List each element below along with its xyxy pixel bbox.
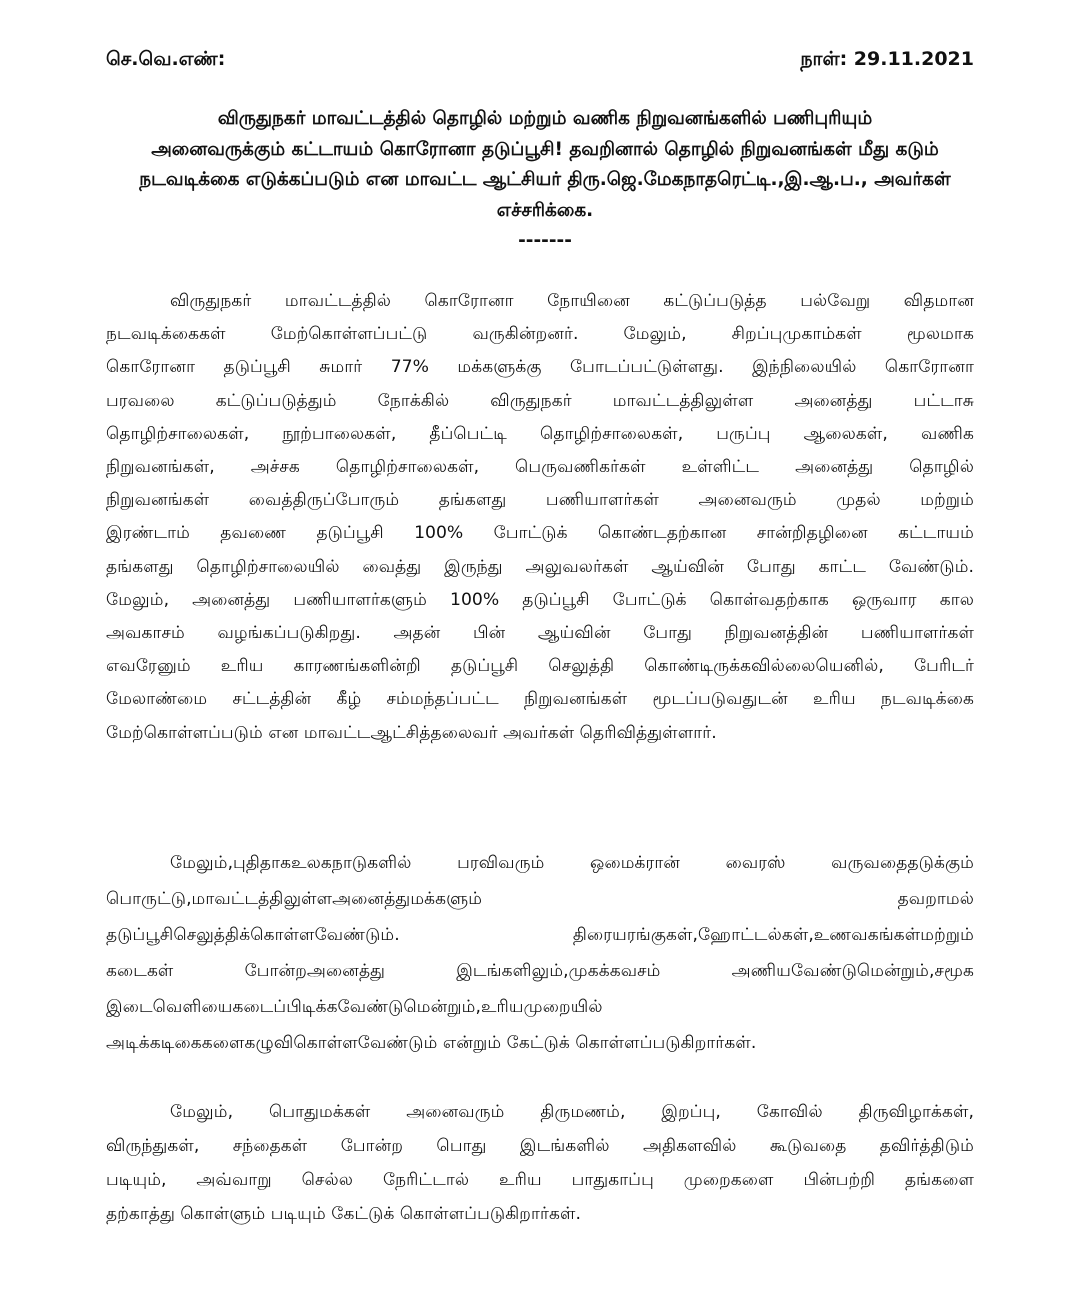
date-label: நாள்: 29.11.2021: [800, 48, 974, 70]
paragraph-line: படியும், அவ்வாறு செல்ல நேரிட்டால் உரிய பாதுகாப்பு முறைகளை பின்பற்றி தங்களை: [106, 1170, 974, 1190]
paragraph-line: பரவலை கட்டுப்படுத்தும் நோக்கில் விருதுநகர் மாவட்டத்திலுள்ள அனைத்து பட்டாசு: [106, 390, 974, 411]
paragraph-vaccination-mandate: [106, 285, 974, 750]
paragraph-line: மேலும், அனைத்து பணியாளர்களும் 100% தடுப்பூசி போட்டுக் கொள்வதற்காக ஒருவார கால: [106, 589, 974, 610]
document-title: [110, 104, 980, 257]
paragraph-line: எவரேனும் உரிய காரணங்களின்றி தடுப்பூசி செலுத்தி கொண்டிருக்கவில்லையெனில், பேரிடர்: [106, 656, 974, 677]
paragraph-line: இரண்டாம் தவணை தடுப்பூசி 100% போட்டுக் கொண்டதற்கான சான்றிதழினை கட்டாயம்: [106, 523, 974, 544]
paragraph-line: விருதுநகர் மாவட்டத்தில் கொரோனா நோயினை கட்டுப்படுத்த பல்வேறு விதமான: [170, 291, 974, 311]
paragraph-line: கொரோனா தடுப்பூசி சுமார் 77% மக்களுக்கு போடப்பட்டுள்ளது. இந்நிலையில் கொரோனா: [106, 357, 974, 378]
paragraph-line: அடிக்கடிகைகளைகழுவிகொள்ளவேண்டும் என்றும் கேட்டுக் கொள்ளப்படுகிறார்கள்.: [106, 1033, 757, 1053]
title-separator: -------: [518, 230, 572, 251]
paragraph-line: நிறுவனங்கள் வைத்திருப்போரும் தங்களது பணியாளர்கள் அனைவரும் முதல் மற்றும்: [106, 490, 974, 511]
paragraph-line: தொழிற்சாலைகள், நூற்பாலைகள், தீப்பெட்டி தொழிற்சாலைகள், பருப்பு ஆலைகள், வணிக: [106, 423, 974, 444]
title-line: எச்சரிக்கை.: [496, 199, 594, 221]
paragraph-public-gatherings: [106, 1095, 974, 1231]
title-line: நடவடிக்கை எடுக்கப்படும் என மாவட்ட ஆட்சியர் திரு.ஜெ.மேகநாதரெட்டி.,இ.ஆ.ப., அவர்கள்: [139, 169, 951, 190]
paragraph-line: தடுப்பூசிசெலுத்திக்கொள்ளவேண்டும். திரையரங்குகள்,ஹோட்டல்கள்,உணவகங்கள்மற்றும்: [106, 925, 974, 945]
paragraph-line: நடவடிக்கைகள் மேற்கொள்ளப்பட்டு வருகின்றனர். மேலும், சிறப்புமுகாம்கள் மூலமாக: [106, 324, 974, 345]
paragraph-line: மேலும், பொதுமக்கள் அனைவரும் திருமணம், இறப்பு, கோவில் திருவிழாக்கள்,: [170, 1102, 974, 1122]
paragraph-line: மேலும்,புதிதாகஉலகநாடுகளில் பரவிவரும் ஒமைக்ரான் வைரஸ் வருவதைதடுக்கும்: [170, 853, 974, 873]
paragraph-line: மேலாண்மை சட்டத்தின் கீழ் சம்மந்தப்பட்ட நிறுவனங்கள் மூடப்படுவதுடன் உரிய நடவடிக்கை: [106, 689, 974, 710]
title-line: விருதுநகர் மாவட்டத்தில் தொழில் மற்றும் வணிக நிறுவனங்களில் பணிபுரியும்: [217, 108, 873, 129]
paragraph-line: நிறுவனங்கள், அச்சக தொழிற்சாலைகள், பெருவணிகர்கள் உள்ளிட்ட அனைத்து தொழில்: [106, 457, 974, 478]
paragraph-line: கடைகள் போன்றஅனைத்து இடங்களிலும்,முகக்கவசம் அணியவேண்டுமென்றும்,சமூக: [106, 961, 974, 981]
paragraph-line: அவகாசம் வழங்கப்படுகிறது. அதன் பின் ஆய்வின் போது நிறுவனத்தின் பணியாளர்கள்: [106, 623, 974, 644]
paragraph-line: பொருட்டு,மாவட்டத்திலுள்ளஅனைத்துமக்களும் தவறாமல்: [106, 889, 974, 909]
reference-number-label: செ.வெ.எண்:: [106, 48, 226, 70]
title-line: அனைவருக்கும் கட்டாயம் கொரோனா தடுப்பூசி! தவறினால் தொழில் நிறுவனங்கள் மீது கடும்: [151, 138, 939, 160]
paragraph-line: தங்களது தொழிற்சாலையில் வைத்து இருந்து அலுவலர்கள் ஆய்வின் போது காட்ட வேண்டும்.: [106, 556, 974, 577]
paragraph-line: இடைவெளியைகடைப்பிடிக்கவேண்டுமென்றும்,உரியமுறையில்: [106, 997, 603, 1017]
paragraph-line: மேற்கொள்ளப்படும் என மாவட்டஆட்சித்தலைவர் அவர்கள் தெரிவித்துள்ளார்.: [106, 722, 717, 743]
paragraph-omicron-precautions: [106, 845, 974, 1061]
document-header: [106, 48, 974, 73]
paragraph-line: விருந்துகள், சந்தைகள் போன்ற பொது இடங்களில் அதிகளவில் கூடுவதை தவிர்த்திடும்: [106, 1136, 974, 1156]
paragraph-line: தற்காத்து கொள்ளும் படியும் கேட்டுக் கொள்ளப்படுகிறார்கள்.: [106, 1204, 581, 1224]
